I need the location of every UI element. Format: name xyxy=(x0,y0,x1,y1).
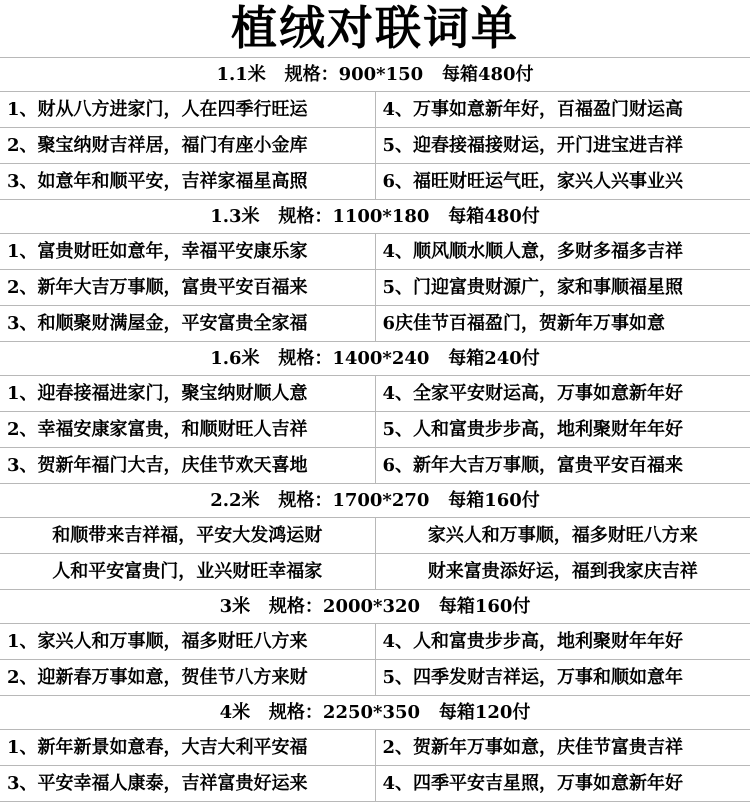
couplet-cell: 人和平安富贵门，业兴财旺幸福家 xyxy=(0,554,376,589)
couplet-cell: 4、四季平安吉星照，万事如意新年好 xyxy=(376,766,750,801)
couplet-cell: 4、顺风顺水顺人意，多财多福多吉祥 xyxy=(376,234,750,269)
couplet-row xyxy=(0,306,750,342)
sections-container xyxy=(0,58,750,802)
couplet-cell: 2、聚宝纳财吉祥居，福门有座小金库 xyxy=(0,128,376,163)
couplet-cell: 1、迎春接福进家门，聚宝纳财顺人意 xyxy=(0,376,376,411)
couplet-cell: 3、如意年和顺平安，吉祥家福星高照 xyxy=(0,164,376,199)
couplet-row xyxy=(0,412,750,448)
couplet-row xyxy=(0,234,750,270)
couplet-cell: 1、富贵财旺如意年，幸福平安康乐家 xyxy=(0,234,376,269)
couplet-cell: 5、门迎富贵财源广，家和事顺福星照 xyxy=(376,270,750,305)
page-title: 植绒对联词单 xyxy=(0,0,750,58)
couplet-cell: 2、迎新春万事如意，贺佳节八方来财 xyxy=(0,660,376,695)
couplet-cell: 和顺带来吉祥福，平安大发鸿运财 xyxy=(0,518,376,553)
couplet-row xyxy=(0,270,750,306)
couplet-cell: 2、贺新年万事如意，庆佳节富贵吉祥 xyxy=(376,730,750,765)
couplet-cell: 4、全家平安财运高，万事如意新年好 xyxy=(376,376,750,411)
couplet-row xyxy=(0,376,750,412)
couplet-row xyxy=(0,448,750,484)
couplet-cell: 家兴人和万事顺，福多财旺八方来 xyxy=(376,518,750,553)
section-header: 2.2米 规格：1700*270 每箱160付 xyxy=(0,484,750,518)
couplet-row xyxy=(0,660,750,696)
couplet-row xyxy=(0,164,750,200)
section-header: 1.6米 规格：1400*240 每箱240付 xyxy=(0,342,750,376)
couplet-cell: 6、福旺财旺运气旺，家兴人兴事业兴 xyxy=(376,164,750,199)
couplet-cell: 3、和顺聚财满屋金，平安富贵全家福 xyxy=(0,306,376,341)
couplet-cell: 6庆佳节百福盈门，贺新年万事如意 xyxy=(376,306,750,341)
section-header: 3米 规格：2000*320 每箱160付 xyxy=(0,590,750,624)
couplet-cell: 1、新年新景如意春，大吉大利平安福 xyxy=(0,730,376,765)
section-header: 1.1米 规格：900*150 每箱480付 xyxy=(0,58,750,92)
couplet-cell: 5、四季发财吉祥运，万事和顺如意年 xyxy=(376,660,750,695)
couplet-cell: 3、平安幸福人康泰，吉祥富贵好运来 xyxy=(0,766,376,801)
couplet-cell: 2、幸福安康家富贵，和顺财旺人吉祥 xyxy=(0,412,376,447)
couplet-row xyxy=(0,766,750,802)
couplet-cell: 5、迎春接福接财运，开门进宝进吉祥 xyxy=(376,128,750,163)
couplet-row xyxy=(0,730,750,766)
couplet-cell: 5、人和富贵步步高，地利聚财年年好 xyxy=(376,412,750,447)
couplet-row xyxy=(0,518,750,554)
couplet-row xyxy=(0,128,750,164)
couplet-cell: 2、新年大吉万事顺，富贵平安百福来 xyxy=(0,270,376,305)
couplet-row xyxy=(0,624,750,660)
couplet-cell: 1、财从八方进家门，人在四季行旺运 xyxy=(0,92,376,127)
couplet-cell: 4、人和富贵步步高，地利聚财年年好 xyxy=(376,624,750,659)
couplet-cell: 4、万事如意新年好，百福盈门财运高 xyxy=(376,92,750,127)
couplet-cell: 3、贺新年福门大吉，庆佳节欢天喜地 xyxy=(0,448,376,483)
couplet-cell: 财来富贵添好运，福到我家庆吉祥 xyxy=(376,554,750,589)
couplet-row xyxy=(0,92,750,128)
couplet-cell: 1、家兴人和万事顺，福多财旺八方来 xyxy=(0,624,376,659)
section-header: 1.3米 规格：1100*180 每箱480付 xyxy=(0,200,750,234)
couplet-row xyxy=(0,554,750,590)
couplet-cell: 6、新年大吉万事顺，富贵平安百福来 xyxy=(376,448,750,483)
section-header: 4米 规格：2250*350 每箱120付 xyxy=(0,696,750,730)
